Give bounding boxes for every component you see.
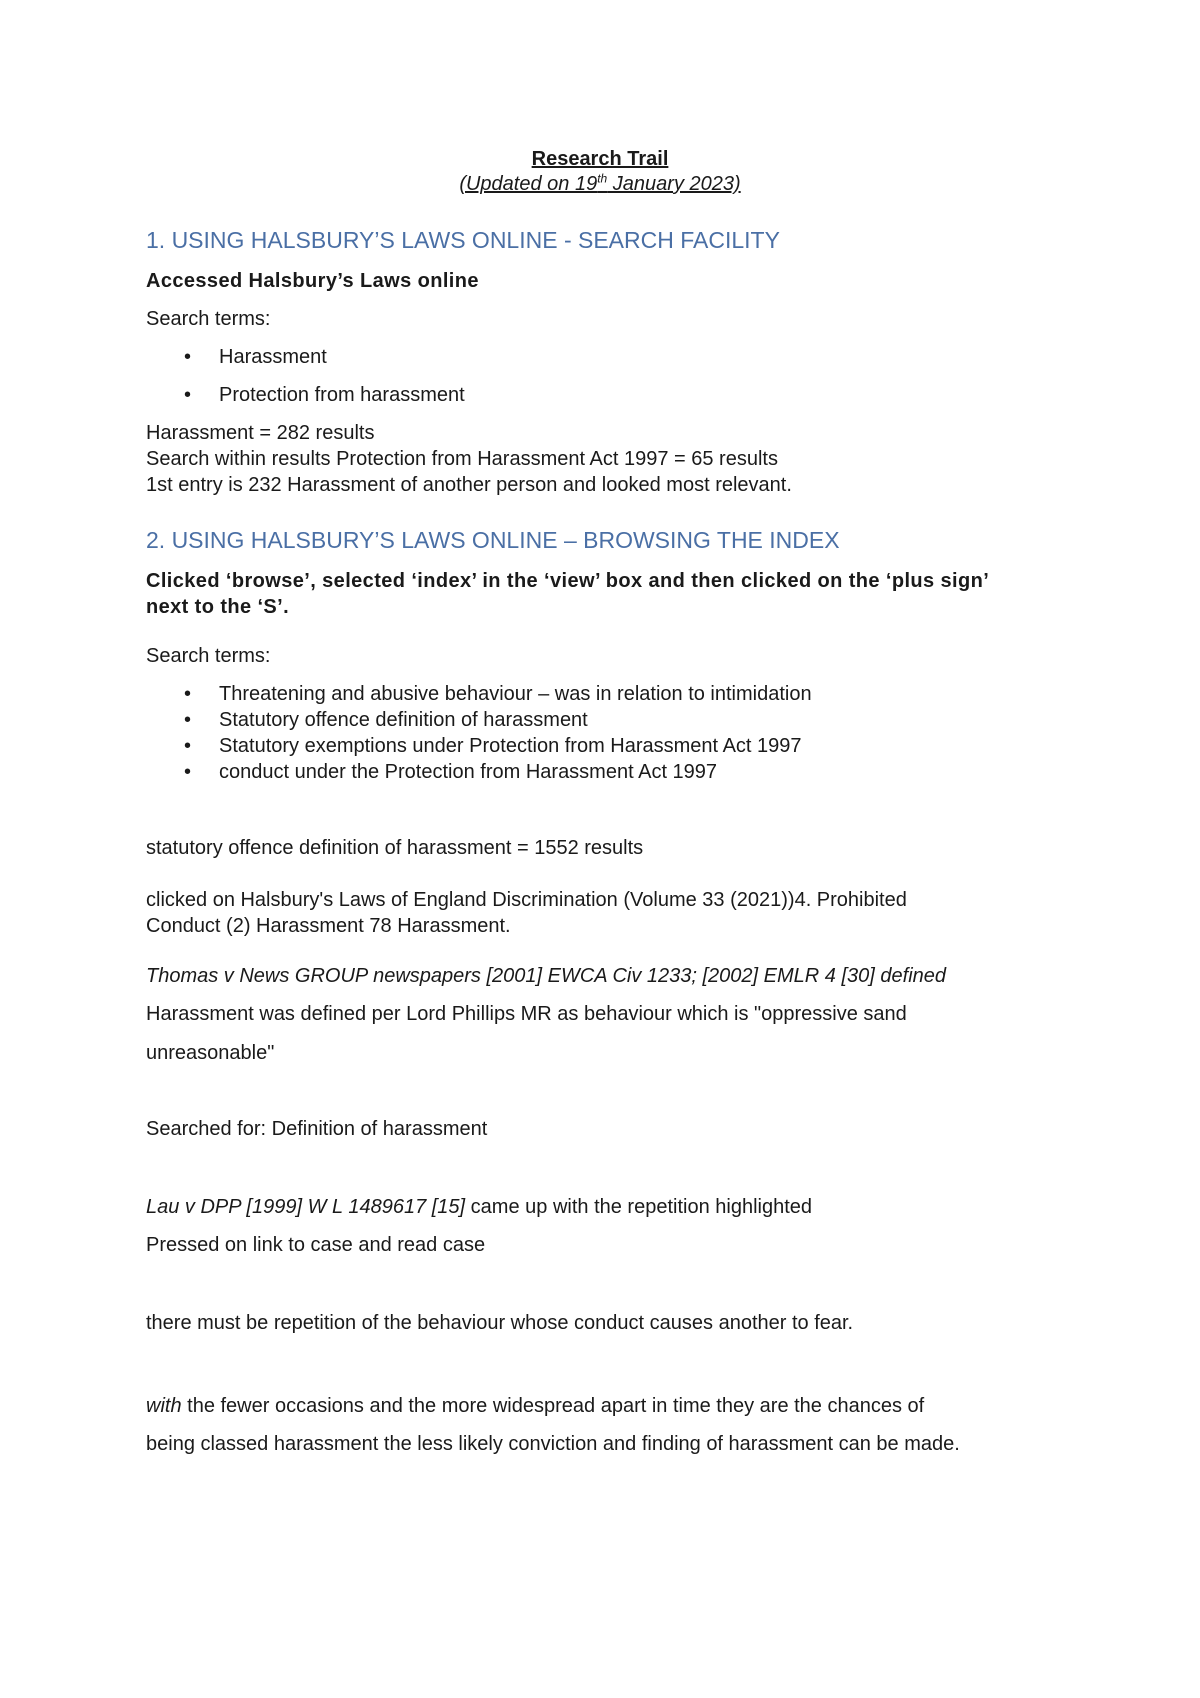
section2-search-terms-label: Search terms:	[146, 645, 271, 667]
fewer-line: being classed harassment the less likely conviction and finding of harassment can be made.	[146, 1433, 960, 1455]
pressed-line: Pressed on link to case and read case	[146, 1234, 486, 1256]
lau-rest: came up with the repetition highlighted	[465, 1196, 813, 1218]
section1-term: • Protection from harassment	[219, 382, 465, 408]
subtitle-sup: th	[597, 171, 608, 186]
fewer-line	[146, 1393, 924, 1419]
searched-for: Searched for: Definition of harassment	[146, 1118, 488, 1140]
section2-clicked-line: next to the ‘S’.	[146, 596, 290, 618]
subtitle-prefix: (Updated on 19	[459, 173, 598, 195]
section2-term: • Threatening and abusive behaviour – was in relation to intimidation	[219, 681, 812, 707]
lau-case: Lau v DPP [1999] W L 1489617 [15]	[146, 1196, 466, 1218]
clicked-on-line: clicked on Halsbury's Laws of England Discrimination (Volume 33 (2021))4. Prohibited	[146, 889, 907, 911]
defined-line: Harassment was defined per Lord Phillips MR as behaviour which is "oppressive sand	[146, 1003, 907, 1025]
defined-line: unreasonable"	[146, 1042, 275, 1064]
subtitle-suffix: January 2023)	[607, 173, 741, 195]
doc-subtitle	[0, 171, 1200, 197]
section1-result: Harassment = 282 results	[146, 422, 375, 444]
statutory-results: statutory offence definition of harassment = 1552 results	[146, 837, 644, 859]
fewer-rest: the fewer occasions and the more widespread apart in time they are the chances of	[181, 1395, 925, 1417]
with-word: with	[146, 1395, 182, 1417]
section2-term: • Statutory offence definition of harassment	[219, 707, 588, 733]
section1-search-terms-label: Search terms:	[146, 308, 271, 330]
doc-title: Research Trail	[531, 148, 669, 170]
section2-heading: 2. USING HALSBURY’S LAWS ONLINE – BROWSING THE INDEX	[146, 527, 840, 553]
thomas-case: Thomas v News GROUP newspapers [2001] EWCA Civ 1233; [2002] EMLR 4 [30] defined	[146, 965, 946, 987]
repetition-line: there must be repetition of the behaviour whose conduct causes another to fear.	[146, 1312, 854, 1334]
section1-result: Search within results Protection from Harassment Act 1997 = 65 results	[146, 448, 778, 470]
lau-line	[146, 1194, 812, 1220]
section1-accessed: Accessed Halsbury’s Laws online	[146, 270, 479, 292]
section1-result: 1st entry is 232 Harassment of another person and looked most relevant.	[146, 474, 792, 496]
section2-term: • Statutory exemptions under Protection from Harassment Act 1997	[219, 733, 802, 759]
section2-term: • conduct under the Protection from Harassment Act 1997	[219, 759, 717, 785]
section1-term: • Harassment	[219, 344, 327, 370]
clicked-on-line: Conduct (2) Harassment 78 Harassment.	[146, 915, 511, 937]
section1-heading: 1. USING HALSBURY’S LAWS ONLINE - SEARCH FACILITY	[146, 227, 780, 253]
section2-clicked-line: Clicked ‘browse’, selected ‘index’ in the ‘view’ box and then clicked on the ‘plus sign’	[146, 570, 990, 592]
